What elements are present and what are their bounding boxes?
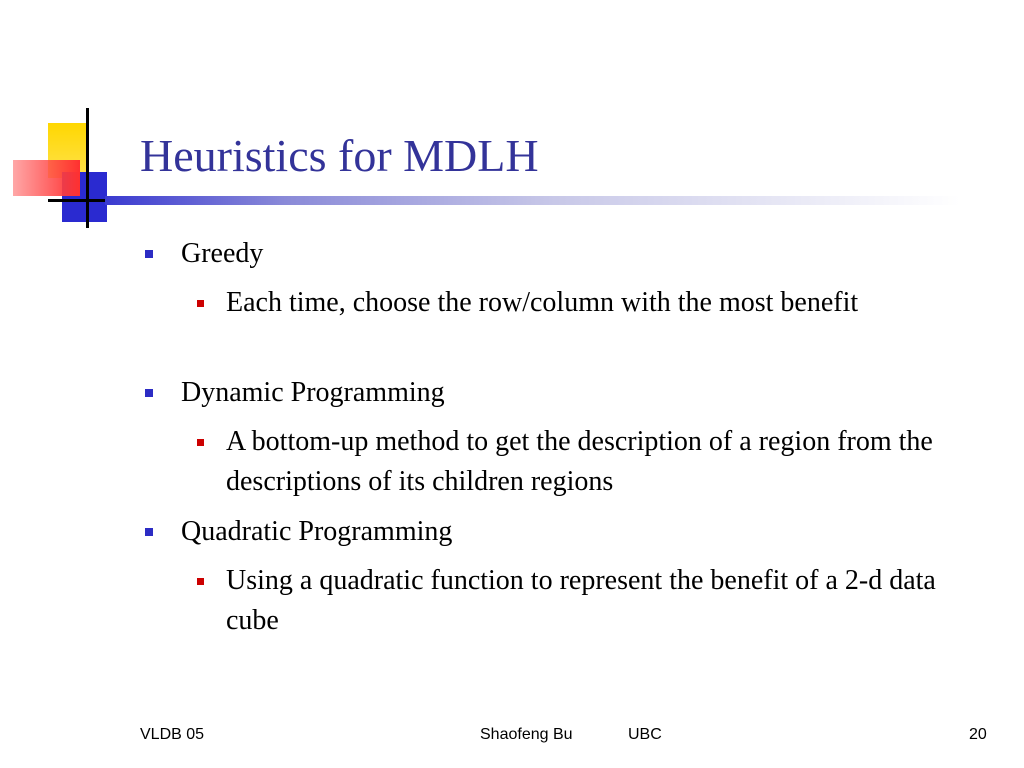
square-bullet-icon: [145, 389, 153, 397]
bullet-level-2: [226, 561, 986, 641]
slide-title: Heuristics for MDLH: [140, 130, 539, 181]
bullet-text: A bottom-up method to get the description of a region from the descriptions of its children regions: [226, 426, 933, 497]
bullet-level-2: [226, 422, 986, 502]
bullet-text: Using a quadratic function to represent the benefit of a 2-d data cube: [226, 565, 936, 636]
bullet-text: Dynamic Programming: [181, 377, 445, 408]
square-bullet-icon: [197, 300, 204, 307]
square-bullet-icon: [197, 439, 204, 446]
square-bullet-icon: [145, 528, 153, 536]
footer-conference: VLDB 05: [140, 726, 205, 743]
square-bullet-icon: [145, 250, 153, 258]
bullet-text: Greedy: [181, 238, 264, 269]
footer-page-number: 20: [969, 726, 987, 743]
footer-affiliation: UBC: [628, 726, 662, 743]
footer-author: Shaofeng Bu: [480, 726, 573, 743]
bullet-text: Each time, choose the row/column with the most benefit: [226, 287, 859, 318]
bullet-level-2: [226, 283, 986, 323]
bullet-level-1: [181, 373, 981, 413]
square-bullet-icon: [197, 578, 204, 585]
bullet-level-1: [181, 234, 981, 274]
bullet-level-1: [181, 512, 981, 552]
bullet-text: Quadratic Programming: [181, 516, 453, 547]
